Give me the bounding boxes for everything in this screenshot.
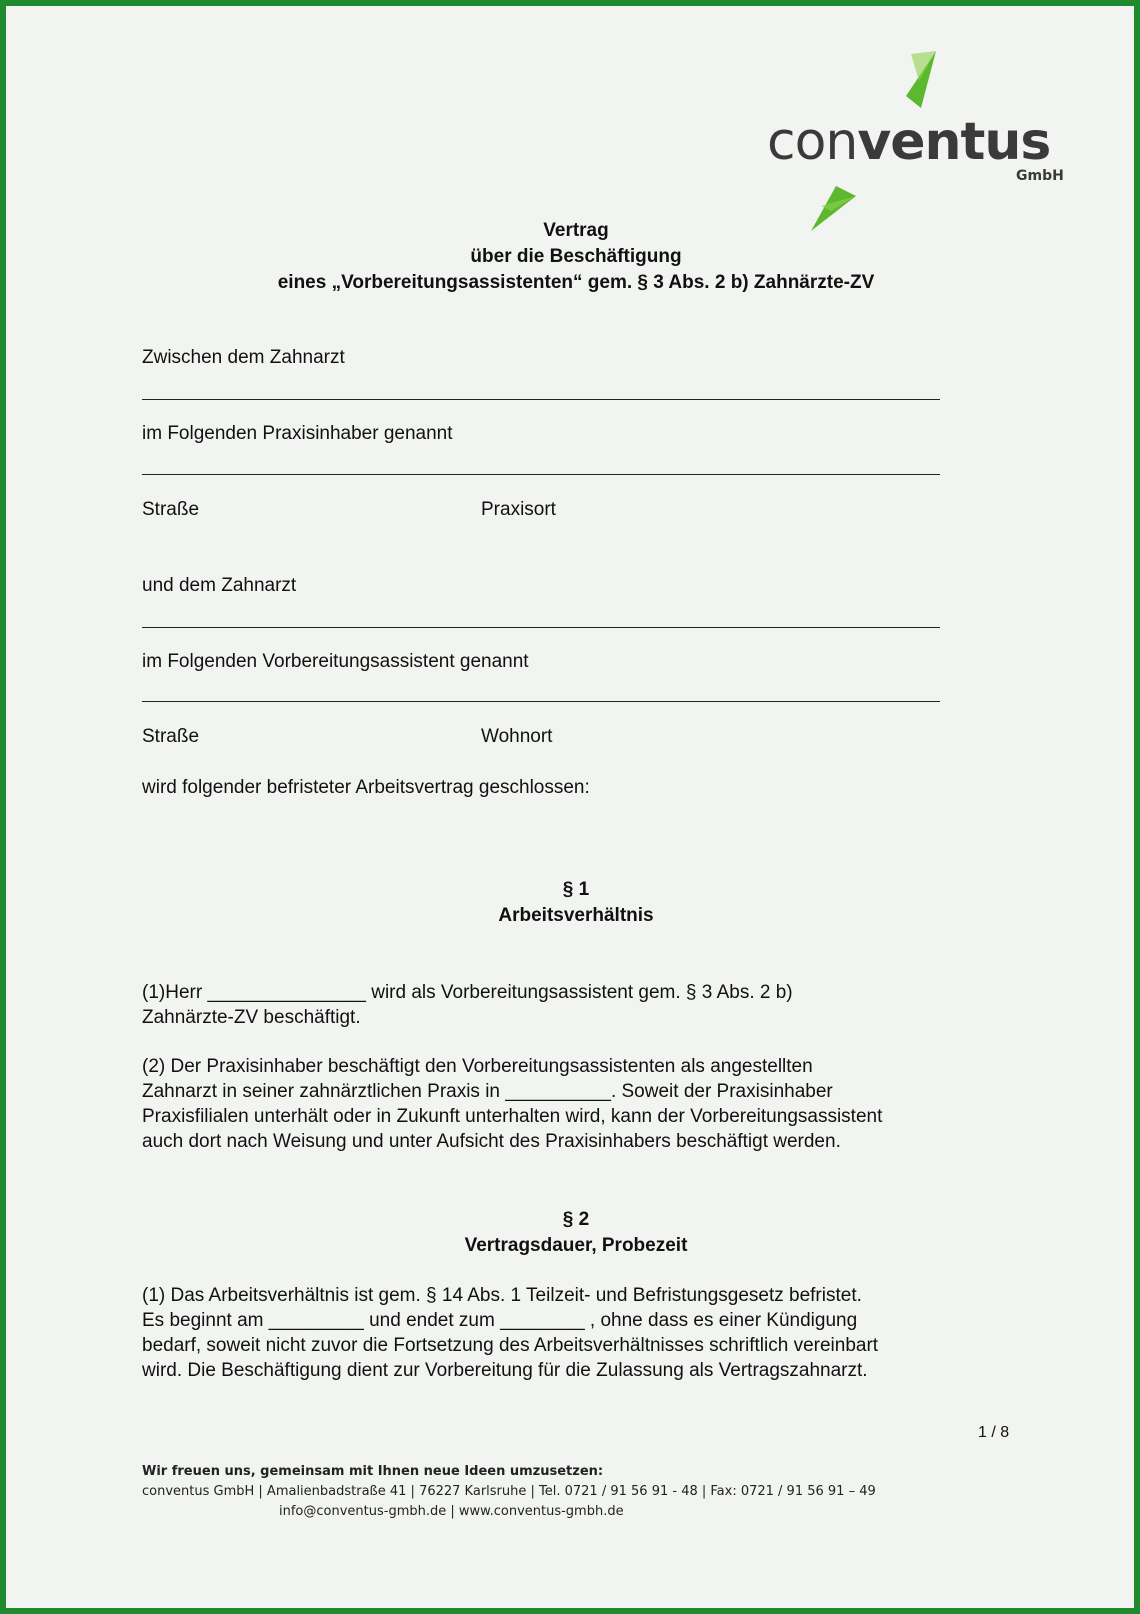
- assistant-address-line: [142, 701, 940, 702]
- street-label: Straße: [142, 499, 200, 520]
- section-1-paragraph-2: (2) Der Praxisinhaber beschäftigt den Vorbereitungsassistenten als angestellten Zahnarzt in seiner zahnärztlichen Praxis in __________. Soweit der Praxisinhaber Praxisfilialen unterhält oder in Zukunft unterhalten wird, kann der Vorbereitungsassistent auch dort nach Weisung und unter Aufsicht des Praxisinhabers beschäftigt werden.: [142, 1056, 883, 1152]
- owner-name-line: [142, 399, 940, 400]
- assistant-label: im Folgenden Vorbereitungsassistent genannt: [142, 651, 529, 672]
- assistant-name-line: [142, 627, 940, 628]
- section-2-paragraph-1: (1) Das Arbeitsverhältnis ist gem. § 14 Abs. 1 Teilzeit- und Befristungsgesetz befristet. Es beginnt am _________ und endet zum ________ , ohne dass es einer Kündigung bedarf, soweit nicht zuvor die Fortsetzung des Arbeitsverhältnisses schriftlich vereinbart wird. Die Beschäftigung dient zur Vorbereitung für die Zulassung als Vertragszahnarzt.: [142, 1285, 879, 1381]
- section-1-paragraph-1: (1)Herr _______________ wird als Vorbereitungsassistent gem. § 3 Abs. 2 b) Zahnärzte-ZV beschäftigt.: [142, 982, 793, 1028]
- and-label: und dem Zahnarzt: [142, 575, 297, 596]
- residence-label: Wohnort: [481, 726, 553, 747]
- between-label: Zwischen dem Zahnarzt: [142, 347, 345, 368]
- logo-wordmark: conventus: [767, 112, 1051, 172]
- street-label: Straße: [142, 726, 200, 747]
- contract-title: Vertrag über die Beschäftigung eines „Vorbereitungsassistenten“ gem. § 3 Abs. 2 b) Zahnärzte-ZV: [277, 220, 875, 293]
- contract-closing: wird folgender befristeter Arbeitsvertrag geschlossen:: [142, 777, 590, 798]
- owner-address-line: [142, 474, 940, 475]
- owner-label: im Folgenden Praxisinhaber genannt: [142, 423, 453, 444]
- section-2-heading: § 2 Vertragsdauer, Probezeit: [464, 1209, 688, 1256]
- page-footer: Wir freuen uns, gemeinsam mit Ihnen neue Ideen umzusetzen: conventus GmbH | Amalienbadstraße 41 | 76227 Karlsruhe | Tel. 0721 / 91 56 91 - 48 | Fax: 0721 / 91 56 91 – 49 info@conventus-gmbh.de | www.conventus-gmbh.de: [142, 1464, 876, 1519]
- company-logo: [761, 46, 1101, 236]
- practice-place-label: Praxisort: [481, 499, 556, 520]
- section-1-heading: § 1 Arbeitsverhältnis: [498, 879, 654, 926]
- page-number: 1 / 8: [978, 1424, 1010, 1441]
- logo-suffix: GmbH: [1016, 168, 1064, 184]
